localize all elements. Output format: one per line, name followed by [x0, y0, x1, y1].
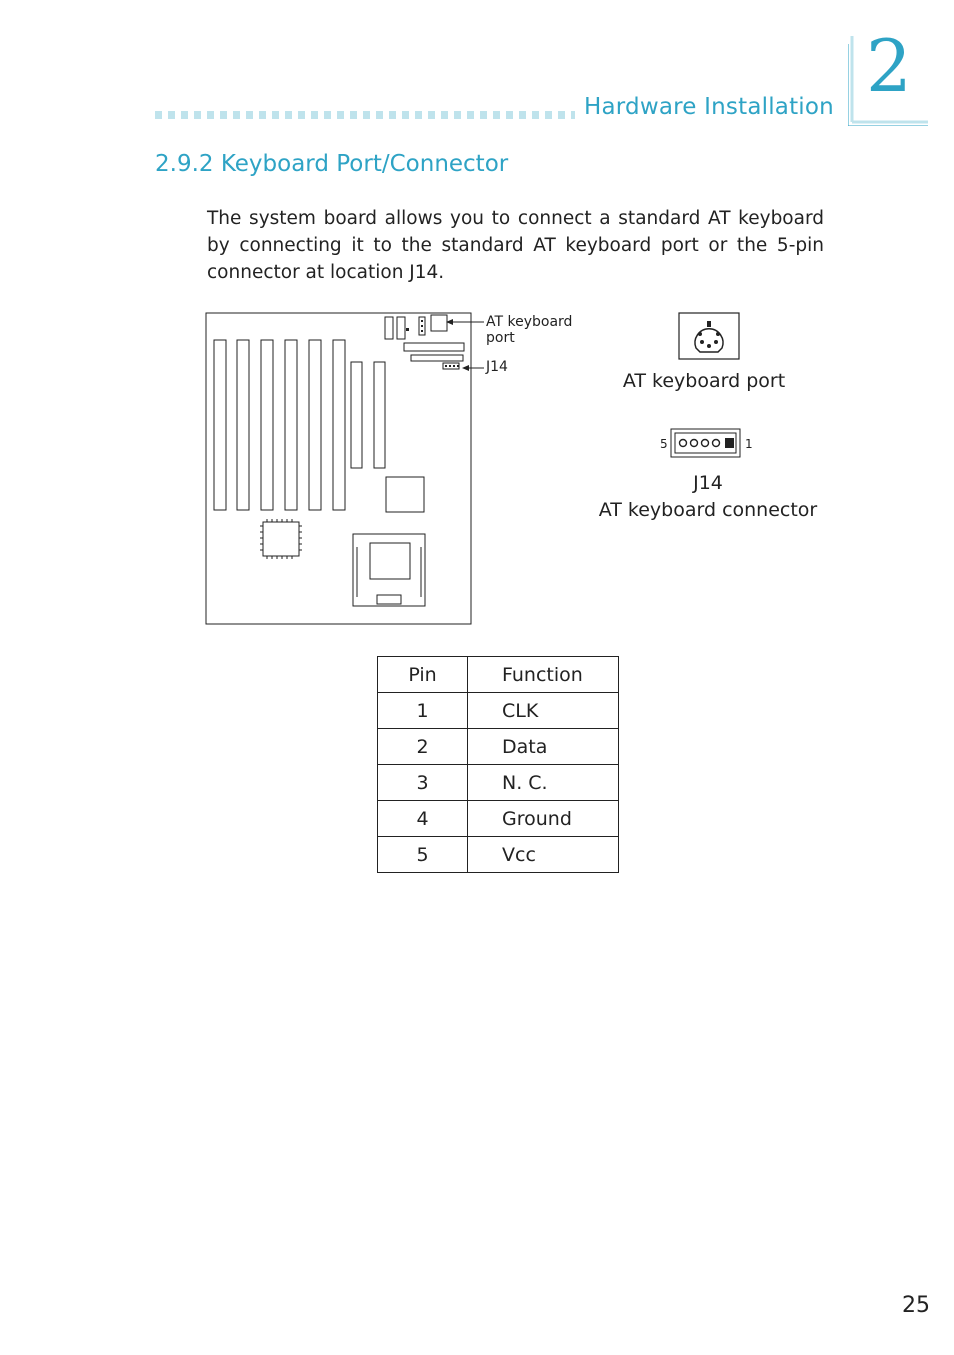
- label-port-line2: port: [486, 330, 515, 346]
- function-cell: Data: [468, 729, 619, 765]
- table-header-row: [378, 657, 619, 693]
- connector-caption-name: AT keyboard connector: [598, 499, 818, 521]
- motherboard-diagram: [205, 312, 475, 628]
- label-j14: J14: [486, 359, 508, 375]
- dotted-rule: [155, 111, 575, 119]
- pin-cell: 2: [378, 729, 468, 765]
- table-row: [378, 837, 619, 873]
- label-port-line1: AT keyboard: [486, 314, 573, 330]
- chapter-number: 2: [866, 24, 912, 108]
- five-pin-connector-icon: [670, 428, 742, 458]
- callout-arrows: [444, 315, 486, 375]
- din-keyboard-port-icon: [678, 312, 740, 360]
- column-header-pin: Pin: [378, 657, 468, 693]
- table-row: [378, 801, 619, 837]
- table-row: [378, 765, 619, 801]
- pin-cell: 5: [378, 837, 468, 873]
- function-cell: Ground: [468, 801, 619, 837]
- header-title: Hardware Installation: [584, 94, 834, 120]
- section-title: 2.9.2 Keyboard Port/Connector: [155, 151, 509, 177]
- pin-cell: 4: [378, 801, 468, 837]
- pin-function-table: [377, 656, 619, 873]
- column-header-function: Function: [468, 657, 619, 693]
- function-cell: Vcc: [468, 837, 619, 873]
- body-paragraph: The system board allows you to connect a standard AT keyboard by connecting it to the standard AT keyboard port or the 5-pin connector at location J14.: [207, 208, 824, 283]
- label-at-keyboard-port: [486, 314, 572, 346]
- port-caption: AT keyboard port: [622, 370, 786, 392]
- table-row: [378, 693, 619, 729]
- function-cell: CLK: [468, 693, 619, 729]
- function-cell: N. C.: [468, 765, 619, 801]
- pin-label-right: 1: [745, 437, 753, 451]
- pin-cell: 3: [378, 765, 468, 801]
- table-row: [378, 729, 619, 765]
- pin-label-left: 5: [660, 437, 668, 451]
- page-number: 25: [902, 1293, 930, 1318]
- pin-cell: 1: [378, 693, 468, 729]
- connector-caption-id: J14: [693, 472, 723, 494]
